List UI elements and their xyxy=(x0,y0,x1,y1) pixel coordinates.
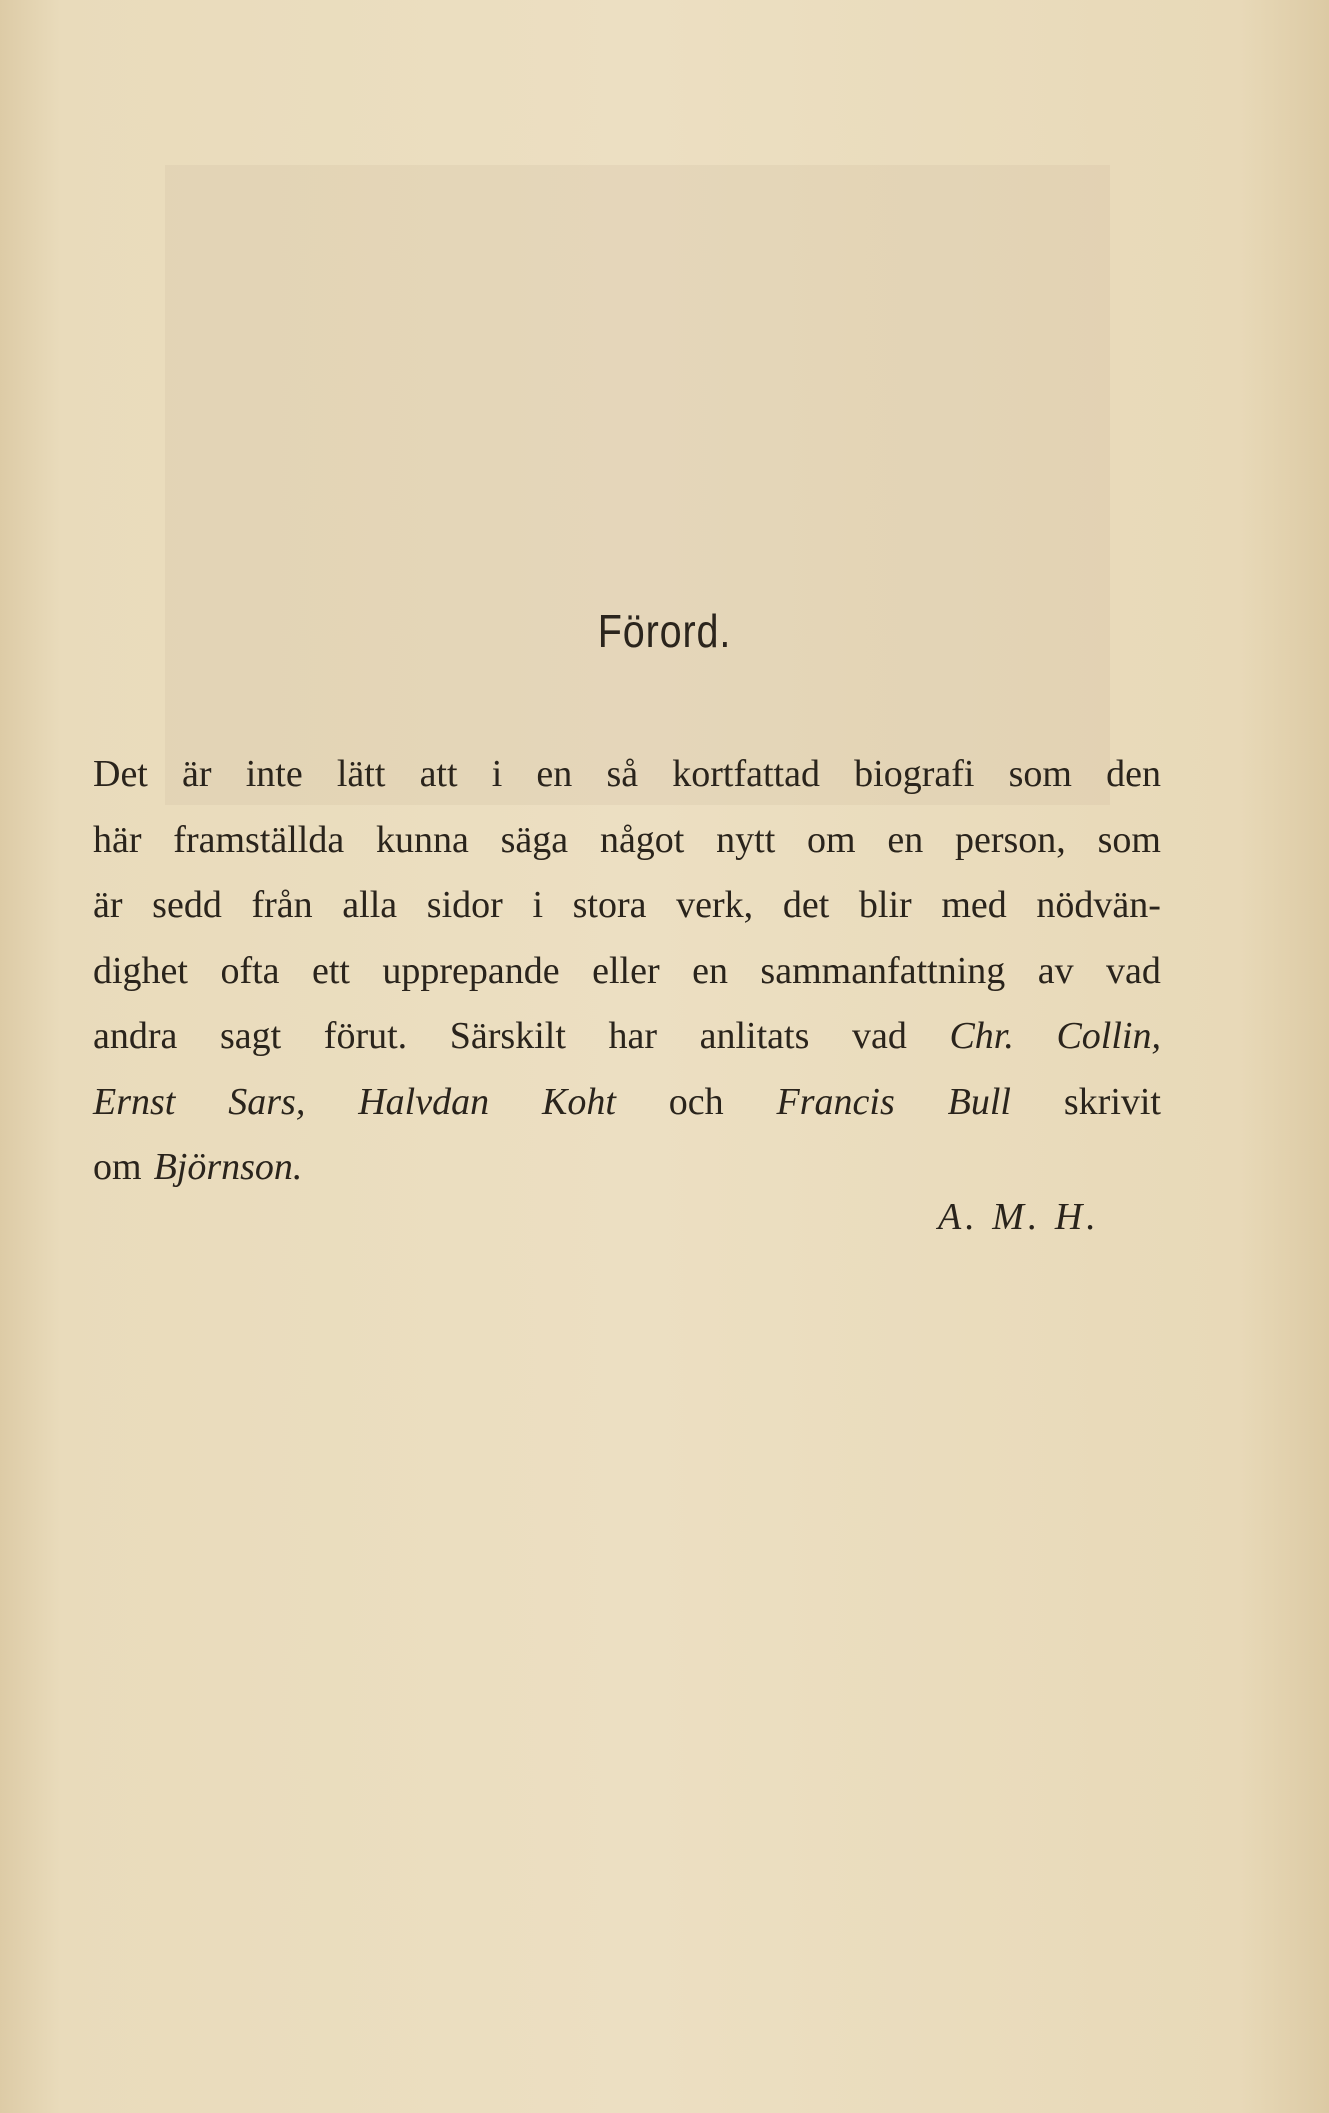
word: andra xyxy=(93,1015,178,1057)
author-name: Collin, xyxy=(1056,1015,1161,1057)
word: kunna xyxy=(376,818,469,861)
word: sedd xyxy=(152,884,222,926)
word: som xyxy=(1097,818,1161,861)
preface-paragraph xyxy=(93,742,1161,1201)
word: sidor xyxy=(426,884,503,926)
word: något xyxy=(599,818,685,861)
word: en xyxy=(536,753,573,795)
word: ett xyxy=(311,949,350,992)
word: kortfattad xyxy=(672,753,820,795)
text-line-6 xyxy=(93,1070,1161,1136)
word: med xyxy=(941,884,1007,926)
word: biografi xyxy=(854,753,975,795)
page-title: Förord. xyxy=(597,605,732,657)
show-through-area xyxy=(165,165,1110,805)
author-name: Chr. xyxy=(949,1015,1014,1057)
word: om xyxy=(93,1146,142,1188)
word: Det xyxy=(93,753,148,795)
word: Särskilt xyxy=(449,1015,566,1057)
word: sammanfattning xyxy=(760,949,1006,992)
text-line-5 xyxy=(93,1004,1161,1070)
word: vad xyxy=(1106,949,1161,992)
author-name: Bull xyxy=(947,1080,1011,1123)
author-name: Halvdan xyxy=(358,1080,490,1123)
word: stora xyxy=(572,884,647,926)
word: så xyxy=(606,753,639,795)
word: här xyxy=(93,818,142,861)
text-line-3 xyxy=(93,873,1161,939)
word: dighet xyxy=(93,949,188,992)
author-initials: A. M. H. xyxy=(938,1196,1100,1238)
author-name: Koht xyxy=(541,1080,616,1123)
word: anlitats xyxy=(699,1015,810,1057)
text-line-1 xyxy=(93,742,1161,808)
word: har xyxy=(608,1015,658,1057)
word: i xyxy=(532,884,543,926)
word: nytt xyxy=(716,818,776,861)
word: en xyxy=(692,949,728,992)
word: skrivit xyxy=(1063,1080,1161,1123)
word: lätt xyxy=(336,753,386,795)
word: från xyxy=(251,884,313,926)
word: ofta xyxy=(220,949,280,992)
word: upprepande xyxy=(382,949,560,992)
text-line-2 xyxy=(93,808,1161,874)
word: blir xyxy=(858,884,912,926)
word: säga xyxy=(500,818,569,861)
word: vad xyxy=(851,1015,907,1057)
word: i xyxy=(491,753,503,795)
word: person, xyxy=(955,818,1066,861)
author-name: Sars, xyxy=(228,1080,306,1123)
word: alla xyxy=(342,884,398,926)
word: om xyxy=(807,818,856,861)
word: det xyxy=(782,884,830,926)
text-line-7 xyxy=(93,1135,1161,1201)
subject-name: Björnson. xyxy=(153,1146,303,1188)
author-name: Francis xyxy=(776,1080,895,1123)
word: eller xyxy=(592,949,660,992)
word: en xyxy=(887,818,924,861)
text-line-4 xyxy=(93,939,1161,1005)
word: förut. xyxy=(323,1015,408,1057)
word: sagt xyxy=(219,1015,282,1057)
word: av xyxy=(1037,949,1074,992)
word: verk, xyxy=(676,884,754,926)
word: nödvän- xyxy=(1036,884,1161,926)
word: är xyxy=(182,753,212,795)
author-name: Ernst xyxy=(93,1080,176,1123)
word: som xyxy=(1008,753,1072,795)
word: är xyxy=(93,884,123,926)
word: att xyxy=(419,753,458,795)
word: den xyxy=(1106,753,1161,795)
word: och xyxy=(668,1080,724,1123)
word: inte xyxy=(245,753,303,795)
word: framställda xyxy=(173,818,345,861)
